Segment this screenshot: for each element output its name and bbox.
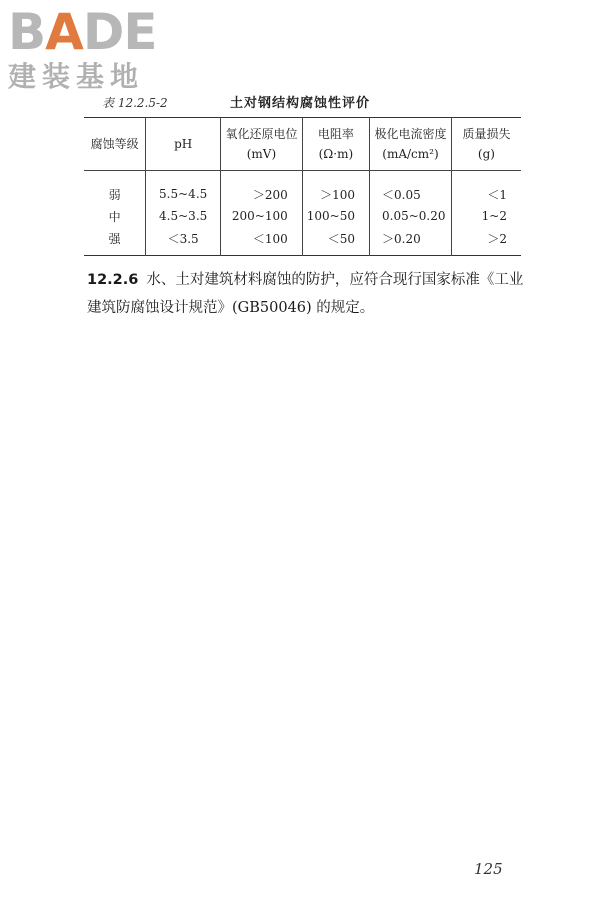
cell-grade: 强 — [84, 227, 146, 256]
cell-ph: 5.5~4.5 — [146, 171, 221, 206]
cell-ph: ＜3.5 — [146, 227, 221, 256]
table-row — [84, 205, 521, 227]
table-header-row — [84, 118, 521, 171]
table-row — [84, 227, 521, 256]
cell-resistivity: ＞100 — [302, 171, 369, 206]
header-resistivity: 电阻率 (Ω·m) — [302, 118, 369, 171]
header-current-density: 极化电流密度 (mA/cm²) — [370, 118, 452, 171]
cell-grade: 中 — [84, 205, 146, 227]
logo-subtitle: 建装基地 — [8, 60, 145, 93]
cell-current-density: ＞0.20 — [370, 227, 452, 256]
clause-number: 12.2.6 — [87, 272, 139, 288]
cell-mass-loss: ＜1 — [487, 187, 507, 202]
cell-mass-loss: 1~2 — [481, 209, 507, 223]
header-mass-loss: 质量损失 (g) — [451, 118, 521, 171]
cell-redox: ＜100 — [221, 227, 303, 256]
page-number: 125 — [474, 860, 503, 878]
table-title: 土对钢结构腐蚀性评价 — [229, 96, 370, 111]
logo-letter-b: B — [8, 3, 46, 61]
header-grade: 腐蚀等级 — [84, 118, 146, 171]
clause-12-2-6 — [87, 266, 527, 322]
cell-redox: ＞200 — [221, 171, 303, 206]
cell-current-density: ＜0.05 — [370, 171, 452, 206]
table-number: 表 12.2.5-2 — [102, 96, 168, 110]
cell-resistivity: 100~50 — [302, 205, 369, 227]
logo-letter-a: A — [45, 3, 83, 61]
cell-current-density: 0.05~0.20 — [370, 205, 452, 227]
logo-wordmark — [8, 4, 157, 60]
header-redox: 氧化还原电位 (mV) — [221, 118, 303, 171]
logo-letters-de: DE — [82, 3, 157, 61]
cell-ph: 4.5~3.5 — [146, 205, 221, 227]
cell-mass-loss: ＞2 — [487, 231, 507, 246]
cell-resistivity: ＜50 — [302, 227, 369, 256]
cell-grade: 弱 — [84, 171, 146, 206]
header-ph: pH — [146, 118, 221, 171]
bade-logo — [8, 4, 157, 94]
corrosion-table — [84, 117, 521, 256]
cell-redox: 200~100 — [221, 205, 303, 227]
clause-text: 水、土对建筑材料腐蚀的防护，应符合现行国家标准《工业建筑防腐蚀设计规范》(GB50046) 的规定。 — [87, 272, 524, 316]
table-row — [84, 171, 521, 206]
